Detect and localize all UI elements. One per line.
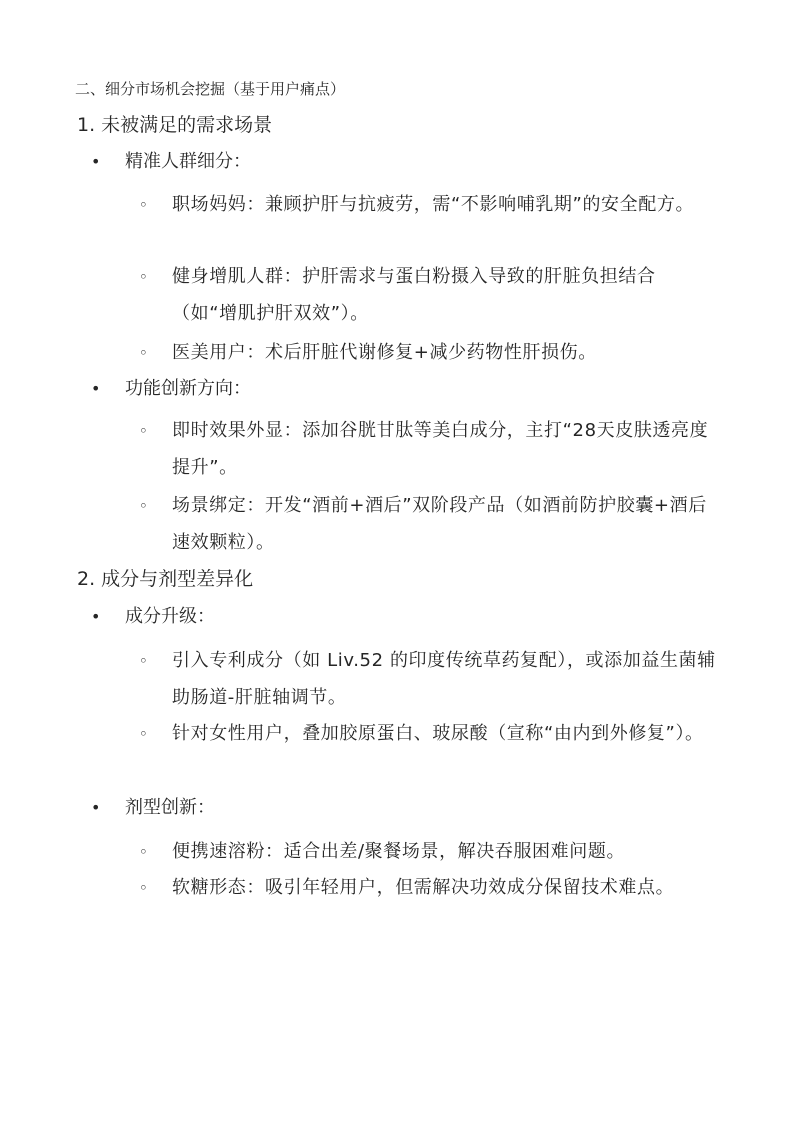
part-title: 2. 成分与剂型差异化 <box>77 568 254 590</box>
list-item: 职场妈妈：兼顾护肝与抗疲劳，需“不影响哺乳期”的安全配方。 <box>172 194 695 215</box>
list-item: 便携速溶粉：适合出差/聚餐场景，解决吞服困难问题。 <box>172 841 626 862</box>
circle-marker: ◦ <box>139 725 148 743</box>
group-label: 功能创新方向： <box>125 378 251 399</box>
circle-marker: ◦ <box>139 843 148 861</box>
circle-marker: ◦ <box>139 268 148 286</box>
section-title: 二、细分市场机会挖掘（基于用户痛点） <box>75 80 346 98</box>
list-item: 场景绑定：开发“酒前+酒后”双阶段产品（如酒前防护胶囊+酒后速效颗粒）。 <box>172 495 707 553</box>
bullet-marker: • <box>91 379 101 398</box>
circle-marker: ◦ <box>139 422 148 440</box>
circle-marker: ◦ <box>139 196 148 214</box>
list-item: 针对女性用户，叠加胶原蛋白、玻尿酸（宣称“由内到外修复”）。 <box>172 723 704 744</box>
part-title: 1. 未被满足的需求场景 <box>77 114 273 136</box>
group-label: 精准人群细分： <box>125 151 251 172</box>
group-label: 成分升级： <box>125 606 215 627</box>
bullet-marker: • <box>91 607 101 626</box>
list-item: 即时效果外显：添加谷胱甘肽等美白成分，主打“28天皮肤透亮度提升”。 <box>172 420 709 478</box>
bullet-marker: • <box>91 152 101 171</box>
list-item: 医美用户：术后肝脏代谢修复+减少药物性肝损伤。 <box>172 342 597 363</box>
circle-marker: ◦ <box>139 497 148 515</box>
list-item: 健身增肌人群：护肝需求与蛋白粉摄入导致的肝脏负担结合（如“增肌护肝双效”）。 <box>172 266 656 324</box>
circle-marker: ◦ <box>139 879 148 897</box>
list-item: 引入专利成分（如 Liv.52 的印度传统草药复配），或添加益生菌辅助肠道-肝脏轴调节。 <box>172 650 716 708</box>
list-item: 软糖形态：吸引年轻用户，但需解决功效成分保留技术难点。 <box>172 877 675 898</box>
circle-marker: ◦ <box>139 652 148 670</box>
circle-marker: ◦ <box>139 344 148 362</box>
group-label: 剂型创新： <box>125 797 215 818</box>
bullet-marker: • <box>91 798 101 817</box>
